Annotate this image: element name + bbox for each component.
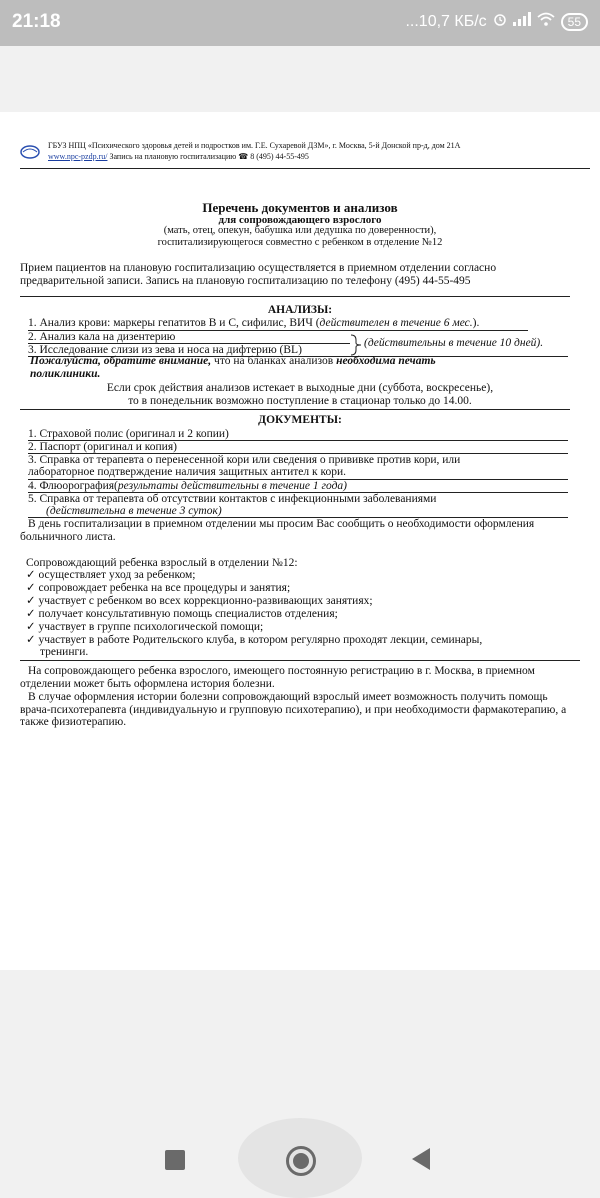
weekend-note-2: то в понедельник возможно поступление в стационар только до 14.00. [128,395,472,407]
header-phone: Запись на плановую госпитализацию ☎ 8 (495) 44-55-495 [107,152,309,161]
analysis-1-text: 1. Анализ крови: маркеры гепатитов В и С, сифилис, ВИЧ ( [28,317,320,329]
doc-subtitle: для сопровождающего взрослого [218,214,382,226]
doc-title: Перечень документов и анализов [202,200,398,215]
status-time: 21:18 [12,11,61,32]
back-triangle-icon[interactable] [412,1148,430,1170]
status-bar [0,0,600,46]
document-item-4: 4. Флюорография(результаты действительны в течение 1 года) [28,480,348,492]
check-icon: ✓ [26,595,39,607]
analysis-item-3: 3. Исследование слизи из зева и носа на дифтерию (BL) [28,344,302,356]
document-item-1: 1. Страховой полис (оригинал и 2 копии) [28,428,229,440]
brace-icon [350,334,362,356]
doc-subtitle-2: (мать, отец, опекун, бабушка или дедушка по доверенности), [163,225,437,236]
battery-icon: 55 [561,13,588,31]
check-icon: ✓ [26,569,39,581]
intro-text: Прием пациентов на плановую госпитализацию осуществляется в приемном отделении согласно предварительной записи. Запись на плановую госпитализацию по телефону (495) 44-55-495 [20,262,497,287]
companion-heading: Сопровождающий ребенка взрослый в отделении №12: [26,557,298,569]
moscow-note: На сопровождающего ребенка взрослого, имеющего постоянную регистрацию в г. Москва, в приемном отделении может быть оформлена история болезни. [20,665,535,690]
document-item-2: 2. Паспорт (оригинал и копия) [28,441,177,453]
sick-leave-note: В день госпитализации в приемном отделении мы просим Вас сообщить о необходимости оформления больничного листа. [20,518,535,543]
history-note: В случае оформления истории болезни сопровождающий взрослый имеет возможность получить помощь врача-психотерапевта (индивидуальную и групповую психотерапию), и при необходимости фармакотерапию, а также физиотерапию. [20,691,567,728]
status-icons [405,12,588,31]
navigation-bar [0,1118,600,1198]
net-speed: ...10,7 КБ/с [405,12,487,30]
weekend-note-1: Если срок действия анализов истекает в выходные дни (суббота, воскресенье), [106,382,494,394]
check-icon: ✓ [26,582,39,594]
document-item-3: 3. Справка от терапевта о перенесенной кори или сведения о прививке против кори, или [28,454,461,466]
check-icon: ✓ [26,634,39,646]
section-divider [20,409,570,410]
analysis-1-note: действителен в течение 6 мес. [319,317,473,329]
analyses-heading: АНАЛИЗЫ: [267,304,333,316]
documents-heading: ДОКУМЕНТЫ: [258,414,342,426]
companion-item-6: ✓ участвует в работе Родительского клуба, в котором регулярно проходят лекции, семинары, [26,634,483,646]
companion-item-3: ✓ участвует с ребенком во всех коррекционно-развивающих занятиях; [26,595,373,607]
analysis-item-2: 2. Анализ кала на дизентерию [28,331,176,343]
companion-item-1: ✓ осуществляет уход за ребенком; [26,569,196,581]
check-icon: ✓ [26,621,39,633]
check-icon: ✓ [26,608,39,620]
recents-square-icon[interactable] [165,1150,185,1170]
document-item-3-cont: лабораторное подтверждение наличия защитных антител к кори. [28,466,346,478]
section-divider [20,660,580,661]
analyses-group-note: (действительны в течение 10 дней). [364,337,544,349]
header-divider [20,168,590,169]
doc-subtitle-3: госпитализирующегося совместно с ребенком в отделение №12 [157,237,443,248]
header-contact [48,151,309,163]
analysis-1-tail: ). [472,317,480,329]
org-logo-icon [20,144,40,160]
site-link[interactable]: www.npc-pzdp.ru/ [48,152,108,161]
companion-item-4: ✓ получает консультативную помощь специалистов отделения; [26,608,338,620]
companion-item-6-cont: тренинги. [40,646,89,658]
document-item-5-note: (действительна в течение 3 суток) [46,505,222,517]
intro-divider [20,296,570,297]
companion-item-2: ✓ сопровождает ребенка на все процедуры и занятия; [26,582,291,594]
analysis-item-1 [28,317,479,330]
signal-icon [513,12,531,31]
companion-item-5: ✓ участвует в группе психологической помощи; [26,621,264,633]
wifi-icon [537,12,555,31]
document-page[interactable] [0,112,600,970]
alarm-icon [493,12,507,31]
home-circle-icon[interactable] [286,1146,316,1176]
document-item-5: 5. Справка от терапевта об отсутствии контактов с инфекционными заболеваниями [28,493,437,505]
header-org: ГБУЗ НПЦ «Психического здоровья детей и подростков им. Г.Е. Сухаревой ДЗМ», г. Москва, 5-й Донской пр-д, дом 21А [48,141,461,150]
attention-note: Пожалуйста, обратите внимание, что на бланках анализов необходима печать поликлиники. [30,355,436,380]
